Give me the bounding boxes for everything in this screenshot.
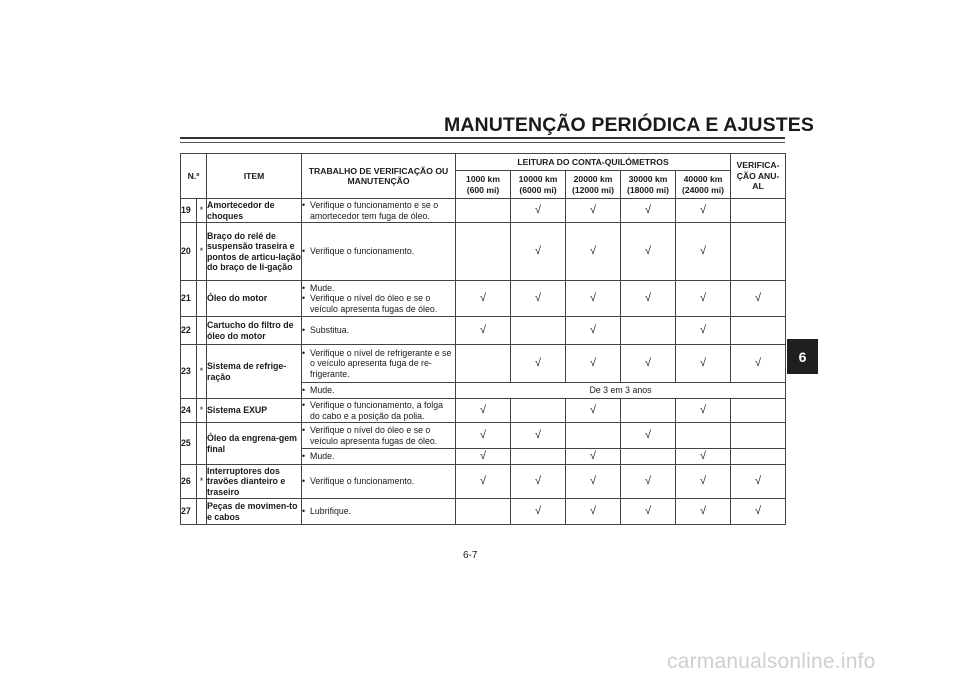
check-mark: √ <box>456 465 511 499</box>
empty-cell <box>676 423 731 449</box>
check-mark: √ <box>511 281 566 317</box>
header-number: N.º <box>181 154 207 199</box>
check-mark: √ <box>566 199 621 223</box>
work-description <box>302 281 456 317</box>
work-description <box>302 423 456 449</box>
check-mark: √ <box>731 499 786 525</box>
item-name: Braço do relé de suspensão traseira e pontos de articu-lação do braço de li-gação <box>207 223 302 281</box>
check-mark: √ <box>456 449 511 465</box>
check-mark: √ <box>566 345 621 383</box>
work-item: • Mude. <box>302 283 455 294</box>
table-row <box>181 317 786 345</box>
header-interval: 20000 km (12000 mi) <box>566 171 621 199</box>
empty-cell <box>456 345 511 383</box>
header-annual: VERIFICA-ÇÃO ANU-AL <box>731 154 786 199</box>
work-list <box>302 348 455 380</box>
table-body <box>181 199 786 525</box>
work-item: • Verifique o nível do óleo e se o veículo apresenta fugas de óleo. <box>302 293 455 314</box>
work-list <box>302 400 455 421</box>
item-name: Óleo da engrena-gem final <box>207 423 302 465</box>
check-mark: √ <box>511 223 566 281</box>
work-description <box>302 199 456 223</box>
item-name: Interruptores dos travões dianteiro e traseiro <box>207 465 302 499</box>
item-asterisk: * <box>197 345 207 399</box>
check-mark: √ <box>456 423 511 449</box>
empty-cell <box>456 499 511 525</box>
check-mark: √ <box>511 423 566 449</box>
table-row <box>181 399 786 423</box>
item-number: 21 <box>181 281 197 317</box>
work-list <box>302 325 455 336</box>
work-description <box>302 399 456 423</box>
item-asterisk <box>197 423 207 465</box>
table-row <box>181 199 786 223</box>
item-number: 27 <box>181 499 197 525</box>
header-interval: 10000 km (6000 mi) <box>511 171 566 199</box>
check-mark: √ <box>511 199 566 223</box>
work-list <box>302 425 455 446</box>
check-mark: √ <box>676 465 731 499</box>
check-mark: √ <box>621 423 676 449</box>
interval-note: De 3 em 3 anos <box>456 383 786 399</box>
check-mark: √ <box>456 317 511 345</box>
item-number: 20 <box>181 223 197 281</box>
item-asterisk: * <box>197 223 207 281</box>
check-mark: √ <box>566 317 621 345</box>
empty-cell <box>731 399 786 423</box>
empty-cell <box>731 423 786 449</box>
item-asterisk: * <box>197 465 207 499</box>
table-row <box>181 281 786 317</box>
work-list <box>302 283 455 315</box>
check-mark: √ <box>621 345 676 383</box>
item-asterisk: * <box>197 399 207 423</box>
check-mark: √ <box>676 223 731 281</box>
check-mark: √ <box>511 465 566 499</box>
item-number: 24 <box>181 399 197 423</box>
item-name: Sistema EXUP <box>207 399 302 423</box>
page-title: MANUTENÇÃO PERIÓDICA E AJUSTES <box>444 114 814 136</box>
empty-cell <box>511 449 566 465</box>
check-mark: √ <box>566 449 621 465</box>
check-mark: √ <box>731 465 786 499</box>
check-mark: √ <box>621 465 676 499</box>
maintenance-table <box>180 153 786 525</box>
work-description <box>302 223 456 281</box>
empty-cell <box>621 317 676 345</box>
check-mark: √ <box>676 199 731 223</box>
check-mark: √ <box>566 465 621 499</box>
item-asterisk <box>197 499 207 525</box>
table-row <box>181 465 786 499</box>
check-mark: √ <box>731 281 786 317</box>
empty-cell <box>511 317 566 345</box>
item-name: Sistema de refrige-ração <box>207 345 302 399</box>
watermark: carmanualsonline.info <box>667 650 876 673</box>
check-mark: √ <box>676 399 731 423</box>
header-rule-thick <box>180 137 785 139</box>
work-item: • Verifique o nível do óleo e se o veículo apresenta fugas de óleo. <box>302 425 455 446</box>
work-description <box>302 449 456 465</box>
work-list <box>302 451 455 462</box>
check-mark: √ <box>511 499 566 525</box>
work-item: • Lubrifique. <box>302 506 455 517</box>
item-number: 19 <box>181 199 197 223</box>
table-row <box>181 423 786 449</box>
header-odometer: LEITURA DO CONTA-QUILÓMETROS <box>456 154 731 171</box>
item-name: Peças de movimen-to e cabos <box>207 499 302 525</box>
item-number: 25 <box>181 423 197 465</box>
item-asterisk <box>197 317 207 345</box>
check-mark: √ <box>621 499 676 525</box>
table-row <box>181 345 786 383</box>
page-number: 6-7 <box>463 550 478 561</box>
work-description <box>302 345 456 383</box>
work-description <box>302 383 456 399</box>
check-mark: √ <box>566 499 621 525</box>
table-row <box>181 223 786 281</box>
work-description <box>302 317 456 345</box>
check-mark: √ <box>566 223 621 281</box>
check-mark: √ <box>621 199 676 223</box>
empty-cell <box>621 399 676 423</box>
work-list <box>302 246 455 257</box>
item-name: Amortecedor de choques <box>207 199 302 223</box>
header-work: TRABALHO DE VERIFICAÇÃO OU MANUTENÇÃO <box>302 154 456 199</box>
item-asterisk: * <box>197 199 207 223</box>
empty-cell <box>566 423 621 449</box>
item-asterisk <box>197 281 207 317</box>
item-number: 26 <box>181 465 197 499</box>
work-list <box>302 385 455 396</box>
check-mark: √ <box>731 345 786 383</box>
work-description <box>302 465 456 499</box>
header-item: ITEM <box>207 154 302 199</box>
work-item: • Verifique o funcionamento e se o amortecedor tem fuga de óleo. <box>302 200 455 221</box>
work-list <box>302 476 455 487</box>
header-rule-thin <box>180 142 785 143</box>
table-row <box>181 499 786 525</box>
work-description <box>302 499 456 525</box>
check-mark: √ <box>456 399 511 423</box>
work-item: • Verifique o nível de refrigerante e se o veículo apresenta fuga de re-frigerante. <box>302 348 455 380</box>
work-item: • Verifique o funcionamento, a folga do cabo e a posição da polia. <box>302 400 455 421</box>
empty-cell <box>731 223 786 281</box>
work-list <box>302 506 455 517</box>
empty-cell <box>456 223 511 281</box>
check-mark: √ <box>566 281 621 317</box>
work-list <box>302 200 455 221</box>
check-mark: √ <box>621 223 676 281</box>
item-number: 23 <box>181 345 197 399</box>
check-mark: √ <box>676 345 731 383</box>
empty-cell <box>621 449 676 465</box>
empty-cell <box>456 199 511 223</box>
header-interval: 1000 km (600 mi) <box>456 171 511 199</box>
check-mark: √ <box>676 317 731 345</box>
check-mark: √ <box>456 281 511 317</box>
empty-cell <box>511 399 566 423</box>
empty-cell <box>731 449 786 465</box>
item-name: Cartucho do filtro de óleo do motor <box>207 317 302 345</box>
check-mark: √ <box>676 449 731 465</box>
chapter-tab: 6 <box>787 339 818 374</box>
empty-cell <box>731 199 786 223</box>
check-mark: √ <box>511 345 566 383</box>
item-name: Óleo do motor <box>207 281 302 317</box>
check-mark: √ <box>621 281 676 317</box>
work-item: • Substitua. <box>302 325 455 336</box>
work-item: • Mude. <box>302 451 455 462</box>
check-mark: √ <box>676 281 731 317</box>
work-item: • Verifique o funcionamento. <box>302 246 455 257</box>
work-item: • Verifique o funcionamento. <box>302 476 455 487</box>
item-number: 22 <box>181 317 197 345</box>
header-interval: 40000 km (24000 mi) <box>676 171 731 199</box>
check-mark: √ <box>676 499 731 525</box>
work-item: • Mude. <box>302 385 455 396</box>
header-interval: 30000 km (18000 mi) <box>621 171 676 199</box>
empty-cell <box>731 317 786 345</box>
check-mark: √ <box>566 399 621 423</box>
